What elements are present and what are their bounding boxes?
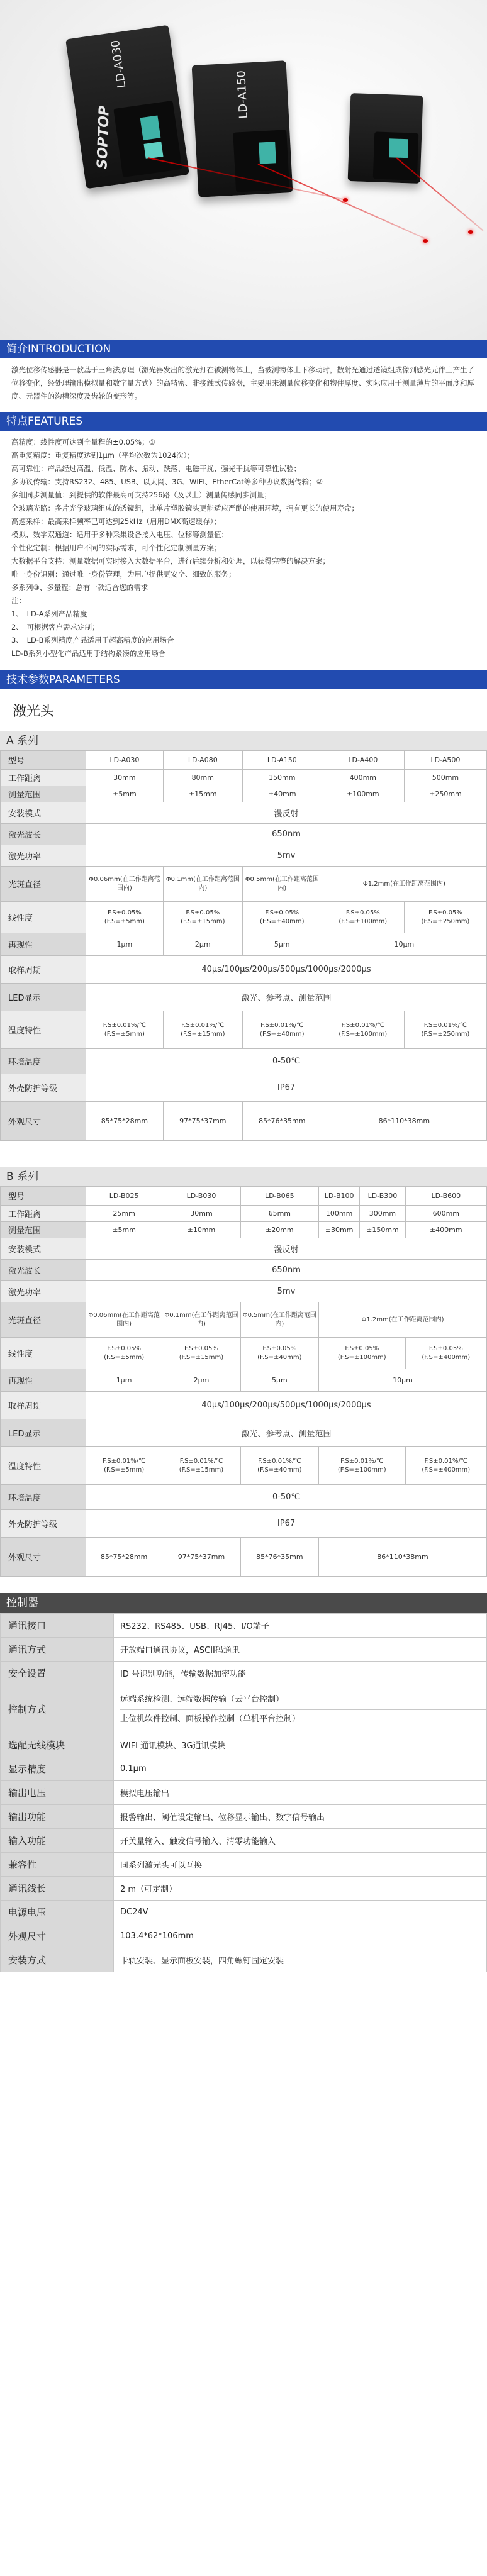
sensor-device-left: [65, 25, 189, 189]
row-label: 光斑直径: [1, 1302, 86, 1338]
table-cell: 卡轨安装、显示面板安装，四角螺钉固定安装: [114, 1948, 487, 1972]
row-label: LED显示: [1, 1419, 86, 1447]
row-label: 测量范围: [1, 1222, 86, 1238]
table-cell: 85*76*35mm: [240, 1538, 318, 1577]
table-cell: 1μm: [86, 1369, 162, 1392]
table-row: [1, 1685, 487, 1733]
model-cell: LD-A080: [163, 751, 242, 770]
table-cell: F.S±0.01%/℃ (F.S=±5mm): [86, 1447, 162, 1485]
row-label: 温度特性: [1, 1011, 86, 1049]
intro-text: 激光位移传感器是一款基于三角法原理（激光器发出的激光打在被测物体上，当被测物体上下移动时，散射光通过透镜组成像到感光元件上产生了位移变化，经处理输出模拟量和数字量方式）的高精密、非接触式传感器，主要用来测量位移变化和物件厚度、实际应用于测量薄片的平面度和厚度、元器件的沟槽深度及齿轮的变形等。: [11, 365, 474, 401]
table-cell: F.S±0.01%/℃ (F.S=±40mm): [240, 1447, 318, 1485]
table-row: [1, 902, 487, 933]
table-row: [1, 1392, 487, 1419]
table-cell: 10μm: [319, 1369, 487, 1392]
table-cell: 650nm: [86, 824, 487, 845]
table-row: [1, 1222, 487, 1238]
table-cell: 激光、参考点、测量范围: [86, 1419, 487, 1447]
table-row: [1, 933, 487, 956]
feature-line: 个性化定制：根据用户不同的实际需求，可个性化定制测量方案；: [11, 543, 221, 552]
table-row: [1, 984, 487, 1011]
table-row: [1, 867, 487, 902]
table-cell: F.S±0.01%/℃ (F.S=±100mm): [319, 1447, 406, 1485]
row-label: 激光波长: [1, 824, 86, 845]
laser-dot: [468, 230, 473, 234]
row-label: 取样周期: [1, 1392, 86, 1419]
table-row: [1, 1369, 487, 1392]
laser-head-title: 激光头: [13, 704, 55, 719]
table-row: [1, 1074, 487, 1102]
table-cell: 400mm: [322, 770, 404, 786]
table-row: [1, 1510, 487, 1538]
row-label: 工作距离: [1, 1206, 86, 1222]
series-a-title: A 系列: [0, 731, 487, 750]
table-row: [1, 1260, 487, 1281]
table-cell: ID 号识别功能，传输数据加密功能: [114, 1662, 487, 1685]
table-row: [1, 1281, 487, 1302]
row-label: 再现性: [1, 1369, 86, 1392]
table-cell: 5mv: [86, 1281, 487, 1302]
table-cell: Φ1.2mm(在工作距离范围内): [322, 867, 486, 902]
table-row: [1, 1781, 487, 1805]
feature-line: 全玻璃光路：多片光学玻璃组成的透镜组，比单片塑胶镜头更能适应严酷的使用环境，拥有更长的使用寿命；: [11, 504, 359, 513]
table-cell: 漫反射: [86, 1238, 487, 1260]
table-cell: F.S±0.05% (F.S=±15mm): [163, 902, 242, 933]
table-row: [1, 1829, 487, 1853]
table-row: [1, 786, 487, 802]
intro-header: 简介INTRODUCTION: [0, 340, 487, 358]
row-label: 输出电压: [1, 1781, 114, 1805]
row-label: 通讯线长: [1, 1877, 114, 1901]
row-label: 线性度: [1, 902, 86, 933]
feature-line: LD-B系列小型化产品适用于结构紧凑的应用场合: [11, 649, 166, 658]
table-row: [1, 845, 487, 867]
table-cell: 100mm: [319, 1206, 360, 1222]
table-cell: 开关量输入、触发信号输入、清零功能输入: [114, 1829, 487, 1853]
row-label: 工作距离: [1, 770, 86, 786]
table-cell: F.S±0.01%/℃ (F.S=±250mm): [404, 1011, 486, 1049]
table-cell: ±15mm: [163, 786, 242, 802]
table-row: [1, 1733, 487, 1757]
table-row: [1, 1877, 487, 1901]
row-label: 激光功率: [1, 1281, 86, 1302]
laser-beam: [396, 157, 483, 231]
table-cell: 30mm: [162, 1206, 240, 1222]
table-cell: 2μm: [163, 933, 242, 956]
table-cell: ±10mm: [162, 1222, 240, 1238]
table-cell: IP67: [86, 1074, 487, 1102]
table-row: [1, 1102, 487, 1141]
model-cell: LD-A500: [404, 751, 486, 770]
table-row: [1, 1901, 487, 1924]
row-label: 通讯方式: [1, 1638, 114, 1662]
table-row: [1, 751, 487, 770]
table-cell: 30mm: [86, 770, 164, 786]
table-cell: ±5mm: [86, 786, 164, 802]
row-label: LED显示: [1, 984, 86, 1011]
table-cell: F.S±0.01%/℃ (F.S=±5mm): [86, 1011, 164, 1049]
table-cell: F.S±0.01%/℃ (F.S=±15mm): [162, 1447, 240, 1485]
table-cell: ±250mm: [404, 786, 486, 802]
row-label: 选配无线模块: [1, 1733, 114, 1757]
table-row: [1, 956, 487, 984]
model-cell: LD-B600: [405, 1187, 486, 1206]
row-label: 安全设置: [1, 1662, 114, 1685]
page-footer-space: [0, 1972, 487, 2002]
series-a-table: [0, 750, 487, 1141]
row-label: 显示精度: [1, 1757, 114, 1781]
table-cell: 500mm: [404, 770, 486, 786]
row-label: 环境温度: [1, 1049, 86, 1074]
feature-line: 多组同步测量值：到提供的软件最高可支持256路（及以上）测量传感同步测量；: [11, 491, 271, 499]
table-cell: F.S±0.05% (F.S=±400mm): [405, 1338, 486, 1369]
table-cell: 同系列激光头可以互换: [114, 1853, 487, 1877]
table-cell: Φ0.06mm(在工作距离范围内): [86, 867, 164, 902]
model-cell: LD-A030: [86, 751, 164, 770]
controller-table: [0, 1613, 487, 1972]
row-label: 电源电压: [1, 1901, 114, 1924]
table-row: [1, 802, 487, 824]
model-cell: LD-B065: [240, 1187, 318, 1206]
row-label: 测量范围: [1, 786, 86, 802]
table-cell: 10μm: [322, 933, 486, 956]
table-row: [1, 1206, 487, 1222]
table-cell: Φ0.5mm(在工作距离范围内): [242, 867, 322, 902]
model-cell: LD-B025: [86, 1187, 162, 1206]
table-cell: Φ1.2mm(在工作距离范围内): [319, 1302, 487, 1338]
row-label: 光斑直径: [1, 867, 86, 902]
table-cell: F.S±0.05% (F.S=±40mm): [240, 1338, 318, 1369]
model-cell: LD-B030: [162, 1187, 240, 1206]
row-label: 外观尺寸: [1, 1538, 86, 1577]
table-row: [1, 1614, 487, 1638]
table-cell: 开放端口通讯协议，ASCII码通讯: [114, 1638, 487, 1662]
table-cell: 86*110*38mm: [322, 1102, 486, 1141]
model-cell: LD-B300: [360, 1187, 405, 1206]
features-list: [0, 431, 487, 670]
table-row: [1, 1049, 487, 1074]
table-row: [1, 824, 487, 845]
table-row: [1, 1538, 487, 1577]
table-cell: 86*110*38mm: [319, 1538, 487, 1577]
table-cell: 80mm: [163, 770, 242, 786]
control-mode-item: 上位机软件控制、面板操作控制（单机平台控制）: [120, 1709, 486, 1728]
table-cell: 0-50℃: [86, 1485, 487, 1510]
table-cell: 103.4*62*106mm: [114, 1924, 487, 1948]
row-label: 通讯接口: [1, 1614, 114, 1638]
table-row: [1, 1302, 487, 1338]
table-cell: 40μs/100μs/200μs/500μs/1000μs/2000μs: [86, 956, 487, 984]
table-cell: 65mm: [240, 1206, 318, 1222]
row-label: 型号: [1, 1187, 86, 1206]
feature-line: 高重复精度：重复精度达到1μm（平均次数为1024次）；: [11, 451, 194, 460]
table-cell: 650nm: [86, 1260, 487, 1281]
table-row: [1, 1662, 487, 1685]
table-row: [1, 1011, 487, 1049]
table-cell: [114, 1685, 487, 1733]
series-b-table: [0, 1186, 487, 1577]
table-cell: 85*75*28mm: [86, 1538, 162, 1577]
row-label: 激光功率: [1, 845, 86, 867]
row-label: 外观尺寸: [1, 1924, 114, 1948]
table-cell: 漫反射: [86, 802, 487, 824]
table-cell: 25mm: [86, 1206, 162, 1222]
row-label: 线性度: [1, 1338, 86, 1369]
table-cell: F.S±0.05% (F.S=±100mm): [319, 1338, 406, 1369]
feature-line: 高速采样：最高采样频率已可达到25kHz（启用DMX高速缓存）；: [11, 517, 221, 526]
table-cell: 2μm: [162, 1369, 240, 1392]
feature-line: 多系列③、多量程：总有一款适合您的需求: [11, 583, 148, 592]
table-cell: F.S±0.01%/℃ (F.S=±400mm): [405, 1447, 486, 1485]
feature-line: 1、 LD-A系列产品精度: [11, 609, 87, 618]
feature-line: 注：: [11, 596, 26, 605]
table-cell: 5μm: [240, 1369, 318, 1392]
feature-line: 多协议传输：支持RS232、485、USB、以太网、3G、WIFI、EtherCat等多种协议数据传输；②: [11, 477, 323, 486]
table-cell: 97*75*37mm: [162, 1538, 240, 1577]
feature-line: 高精度：线性度可达到全量程的±0.05%；①: [11, 438, 155, 447]
table-cell: ±100mm: [322, 786, 404, 802]
row-label: 外观尺寸: [1, 1102, 86, 1141]
row-label: 输出功能: [1, 1805, 114, 1829]
table-cell: F.S±0.05% (F.S=±250mm): [404, 902, 486, 933]
row-label: 激光波长: [1, 1260, 86, 1281]
table-row: [1, 1757, 487, 1781]
feature-line: 3、 LD-B系列精度产品适用于超高精度的应用场合: [11, 636, 174, 645]
row-label: 安装方式: [1, 1948, 114, 1972]
table-cell: 模拟电压输出: [114, 1781, 487, 1805]
table-cell: ±150mm: [360, 1222, 405, 1238]
row-label: 取样周期: [1, 956, 86, 984]
table-cell: 激光、参考点、测量范围: [86, 984, 487, 1011]
table-row: [1, 1447, 487, 1485]
table-cell: RS232、RS485、USB、RJ45、I/O端子: [114, 1614, 487, 1638]
table-cell: 0-50℃: [86, 1049, 487, 1074]
table-cell: Φ0.06mm(在工作距离范围内): [86, 1302, 162, 1338]
hero-banner: [0, 0, 487, 340]
laser-dot: [343, 198, 348, 202]
table-cell: Φ0.1mm(在工作距离范围内): [162, 1302, 240, 1338]
feature-line: 大数据平台支持：测量数据可实时接入大数据平台，进行后续分析和处理，以获得完整的解决方案；: [11, 557, 330, 565]
table-row: [1, 1419, 487, 1447]
table-cell: F.S±0.05% (F.S=±15mm): [162, 1338, 240, 1369]
row-label: 安装模式: [1, 802, 86, 824]
table-cell: ±400mm: [405, 1222, 486, 1238]
series-b-title: B 系列: [0, 1167, 487, 1186]
row-label: 型号: [1, 751, 86, 770]
table-cell: F.S±0.05% (F.S=±40mm): [242, 902, 322, 933]
feature-line: 高可靠性：产品经过高温、低温、防水、振动、跌落、电磁干扰、强光干扰等可靠性试验；: [11, 464, 301, 473]
model-cell: LD-A150: [242, 751, 322, 770]
table-cell: ±20mm: [240, 1222, 318, 1238]
row-label: 兼容性: [1, 1853, 114, 1877]
table-cell: 5μm: [242, 933, 322, 956]
table-cell: 97*75*37mm: [163, 1102, 242, 1141]
feature-line: 模拟、数字双通道：适用于多种采集设备接入电压、位移等测量值；: [11, 530, 228, 539]
row-label: 控制方式: [1, 1685, 114, 1733]
feature-line: 2、 可根据客户需求定制；: [11, 623, 99, 631]
model-cell: LD-A400: [322, 751, 404, 770]
table-cell: DC24V: [114, 1901, 487, 1924]
table-row: [1, 1805, 487, 1829]
table-cell: F.S±0.01%/℃ (F.S=±40mm): [242, 1011, 322, 1049]
feature-line: 唯一身份识别：通过唯一身份管理，为用户提供更安全、细致的服务；: [11, 570, 236, 579]
table-cell: 报警输出、阈值设定输出、位移显示输出、数字信号输出: [114, 1805, 487, 1829]
row-label: 外壳防护等级: [1, 1510, 86, 1538]
model-label-middle: LD-A150: [234, 70, 250, 119]
table-row: [1, 1338, 487, 1369]
table-row: [1, 770, 487, 786]
table-cell: ±5mm: [86, 1222, 162, 1238]
table-cell: 600mm: [405, 1206, 486, 1222]
table-row: [1, 1853, 487, 1877]
table-cell: F.S±0.05% (F.S=±5mm): [86, 1338, 162, 1369]
row-label: 温度特性: [1, 1447, 86, 1485]
table-row: [1, 1638, 487, 1662]
table-row: [1, 1924, 487, 1948]
table-cell: 1μm: [86, 933, 164, 956]
row-label: 环境温度: [1, 1485, 86, 1510]
table-cell: WIFI 通讯模块、3G通讯模块: [114, 1733, 487, 1757]
model-cell: LD-B100: [319, 1187, 360, 1206]
table-cell: 5mv: [86, 845, 487, 867]
table-cell: F.S±0.01%/℃ (F.S=±100mm): [322, 1011, 404, 1049]
row-label: 外壳防护等级: [1, 1074, 86, 1102]
table-cell: ±40mm: [242, 786, 322, 802]
table-cell: Φ0.5mm(在工作距离范围内): [240, 1302, 318, 1338]
table-cell: F.S±0.05% (F.S=±5mm): [86, 902, 164, 933]
laser-dot: [423, 239, 428, 243]
control-mode-item: 远端系统检测、远端数据传输（云平台控制）: [120, 1694, 284, 1704]
table-cell: 40μs/100μs/200μs/500μs/1000μs/2000μs: [86, 1392, 487, 1419]
table-cell: 85*76*35mm: [242, 1102, 322, 1141]
table-cell: Φ0.1mm(在工作距离范围内): [163, 867, 242, 902]
table-cell: F.S±0.01%/℃ (F.S=±15mm): [163, 1011, 242, 1049]
table-row: [1, 1187, 487, 1206]
features-header: 特点FEATURES: [0, 412, 487, 431]
row-label: 再现性: [1, 933, 86, 956]
table-row: [1, 1238, 487, 1260]
table-cell: 0.1μm: [114, 1757, 487, 1781]
table-cell: IP67: [86, 1510, 487, 1538]
brand-logo: SOPTOP: [94, 105, 113, 169]
table-cell: 2 m（可定制）: [114, 1877, 487, 1901]
params-header: 技术参数PARAMETERS: [0, 670, 487, 689]
model-label-left: LD-A030: [108, 39, 129, 89]
table-cell: 85*75*28mm: [86, 1102, 164, 1141]
table-cell: 150mm: [242, 770, 322, 786]
table-row: [1, 1485, 487, 1510]
table-cell: ±30mm: [319, 1222, 360, 1238]
controller-header: 控制器: [0, 1593, 487, 1613]
table-cell: F.S±0.05% (F.S=±100mm): [322, 902, 404, 933]
table-row: [1, 1948, 487, 1972]
table-cell: 300mm: [360, 1206, 405, 1222]
row-label: 输入功能: [1, 1829, 114, 1853]
row-label: 安装模式: [1, 1238, 86, 1260]
